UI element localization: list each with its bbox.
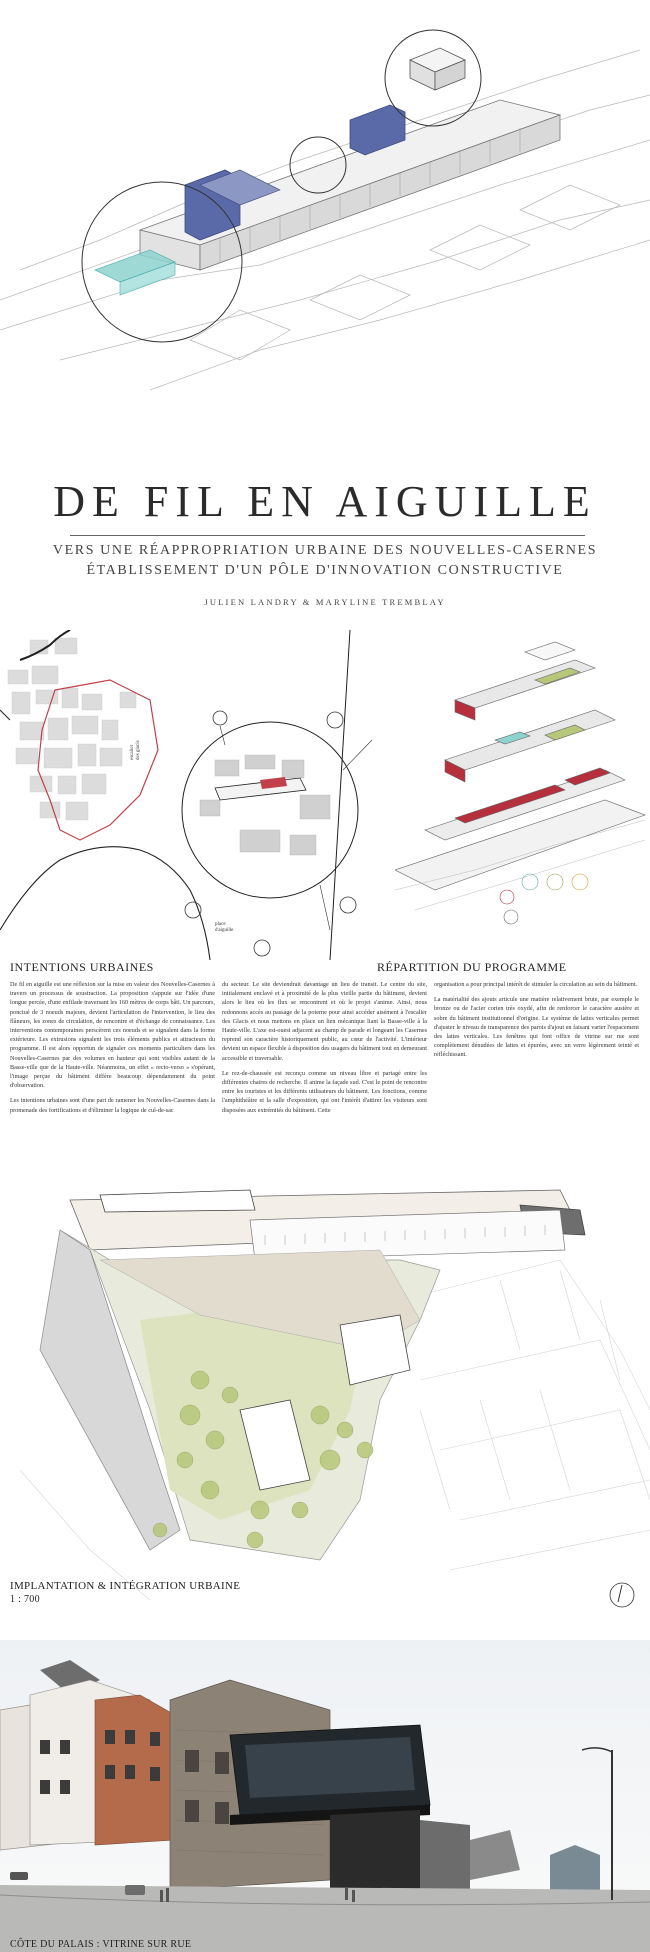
repartition-title: RÉPARTITION DU PROGRAMME	[377, 960, 567, 974]
glacis-label: escalier des glacis	[130, 740, 141, 760]
text-column-1	[10, 980, 215, 1121]
street-rendering	[0, 1640, 650, 1952]
scale-label: 1 : 700	[10, 1594, 40, 1605]
col2-paragraph-2: Le rez-de-chaussée est reconçu comme un niveau libre et partagé entre les différentes chaires de recherche. Il anime la façade sud. C'est le point de rencontre entre les touristes et les différents utilisateurs du bâtiment. Les fonctions, comme l'amphithéâtre et la salle d'exposition, qui ont l'intérêt d'attirer les visiteurs sont disposées aux extrémités du bâtiment. Cette	[222, 1069, 427, 1114]
place-label: place d'aiguille	[215, 922, 234, 933]
site-map	[0, 630, 390, 960]
street-caption: CÔTE DU PALAIS : VITRINE SUR RUE	[10, 1939, 192, 1950]
authors: JULIEN LANDRY & MARYLINE TREMBLAY	[204, 597, 446, 607]
intentions-paragraph-1: De fil en aiguille est une réflexion sur la mise en valeur des Nouvelles-Casernes à travers un processus de soustraction. La proposition s'appuie sur l'idée d'une longue percée, d'une enfilade traversant les 160 mètres de corps bâti. Un parcours, ponctué de 3 noeuds majeurs, devient l'articulation de l'intervention, le lieu des flâneurs, les zones de circulation, de rencontre et d'échange de connaissance. Les interventions contemporaines perscèrent ces noeuds et se signalent dans la forme extérieure. Les extrusions signalent les trois éléments publics et attracteurs du programme. Il est alors opportun de signaler ces moments particuliers dans les Nouvelles-Casernes par des volumes en hauteur qui sont visibles autant de la Basse-ville que de la Haute-ville. Néanmoins, un effet « recto-verso » s'opérant, l'image perçue du bâtiment diffère beaucoup dépendamment du point d'observation.	[10, 981, 215, 1090]
col3-paragraph-1: organisation a pour principal intérêt de stimuler la circulation au sein du bâtiment.	[434, 981, 638, 988]
subtitle-line-2: ÉTABLISSEMENT D'UN PÔLE D'INNOVATION CONSTRUCTIVE	[86, 563, 564, 578]
title-divider	[70, 535, 585, 536]
program-distribution-diagram	[395, 640, 650, 960]
text-column-3	[434, 980, 639, 1066]
poster-title: DE FIL EN AIGUILLE	[53, 477, 597, 526]
intentions-title: INTENTIONS URBAINES	[10, 960, 154, 974]
text-column-2	[222, 980, 427, 1121]
subtitle-line-1: VERS UNE RÉAPPROPRIATION URBAINE DES NOUVELLES-CASERNES	[52, 543, 598, 558]
axonometric-drawing	[0, 0, 650, 390]
implantation-caption: IMPLANTATION & INTÉGRATION URBAINE	[10, 1580, 241, 1592]
intentions-paragraph-2: Les intentions urbaines sont d'une part de ramener les Nouvelles-Casernes dans la promenade des fortifications et d'éliminer la logique de cul-de-sac	[10, 1097, 215, 1114]
site-plan	[0, 1150, 650, 1620]
col2-paragraph-1: du secteur. Le site deviendrait davantage un lieu de transit. Le centre du site, initialement enclavé et à proximité de la plus vieille partie du bâtiment, devient alors le lieu où les flux se rencontrent et où le projet s'anime. Ainsi, nous redonnons accès au passage de la poterne pour ainsi accéder aisément à l'escalier des Glacis et nous mettons en place un lien mécanique liant la Basse-ville à la Haute-ville. L'axe est-ouest adjacent au champ de parade et longeant les Casernes reprend son caractère historiquement public, au cœur de l'activité. L'intérieur devient un espace flexible à disposition des usagers du bâtiment tout en demeurant accessible et traversable.	[222, 981, 427, 1062]
col3-paragraph-2: La matérialité des ajouts articule une matière relativement brute, par exemple le bronze ou de l'acier corten très oxydé, afin de renforcer le caractère austère et sobre du bâtiment institutionnel d'origine. Le système de lattes verticales permet d'ajuster le niveau de transparence des parois d'ajout en faisant varier l'espacement des lattes verticales. Les fenêtres qui font office de vitrine sur rue sont complètement dénudées de lattes et épurées, avec un verre légèrement teinté et réfléchissant.	[434, 996, 639, 1059]
